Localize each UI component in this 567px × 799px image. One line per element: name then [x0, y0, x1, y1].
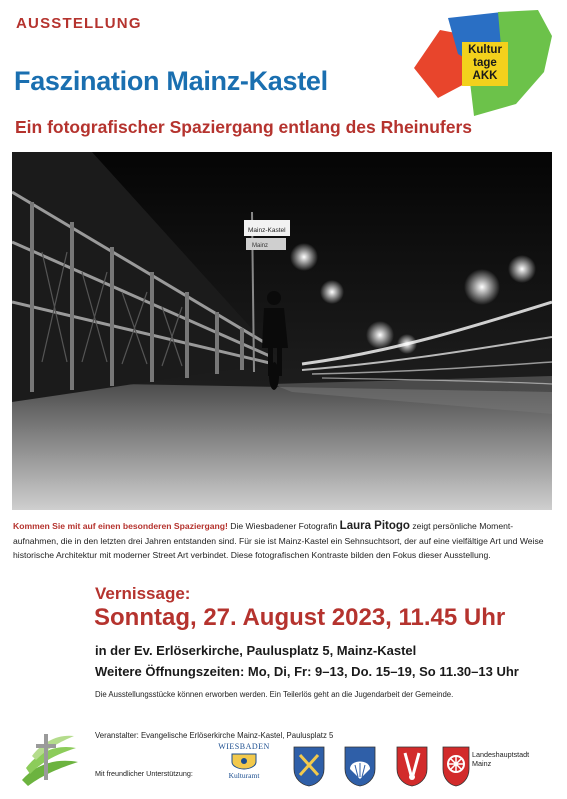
kulturamt-label: Kulturamt [228, 771, 260, 780]
opening-hours: Weitere Öffnungszeiten: Mo, Di, Fr: 9–13, Do. 15–19, So 11.30–13 Uhr [95, 664, 519, 679]
wiesbaden-kulturamt-logo [214, 742, 274, 794]
mainz-wheel-crest-icon [441, 745, 475, 787]
kulturtage-akk-logo [412, 8, 554, 120]
logo-wordmark: Kultur tage AKK [462, 42, 508, 86]
street-sign-text-2: Mainz [252, 243, 269, 249]
intro-text-2: zeigt persönliche Moment-aufnahmen, die in den letzten drei Jahren entstanden sind. Für sie ist Mainz-Kastel ein Sehnsuchtsort, der auf eine vielfältige Art und Weise historische Architektur mit moderner Street Art verbindet. Diese fotografischen Kontraste bilden den Fokus dieser Ausstellung. [13, 521, 544, 560]
mainz-city-label: Landeshauptstadt Mainz [472, 750, 530, 768]
organizer-line: Veranstalter: Evangelische Erlöserkirche Mainz-Kastel, Paulusplatz 5 [95, 731, 334, 740]
vernissage-label: Vernissage: [95, 584, 191, 603]
church-logo [18, 728, 82, 790]
intro-paragraph [13, 519, 551, 563]
exhibition-kicker: AUSSTELLUNG [16, 15, 142, 32]
night-bridge-photo-graphic [12, 152, 552, 510]
intro-lead: Kommen Sie mit auf einen besonderen Spaziergang! [13, 521, 228, 531]
support-line: Mit freundlicher Unterstützung: [95, 769, 193, 778]
wiesbaden-wordmark: WIESBADEN [218, 742, 270, 751]
poster-title: Faszination Mainz-Kastel [14, 66, 328, 96]
artist-name: Laura Pitogo [339, 520, 410, 532]
crest-keys-icon [292, 745, 326, 787]
crest-tools-icon [395, 745, 429, 787]
intro-text-1: Die Wiesbadener Fotografin [227, 521, 340, 531]
crest-shell-icon [343, 745, 377, 787]
poster-subtitle: Ein fotografischer Spaziergang entlang des Rheinufers [15, 117, 473, 137]
wiesbaden-crest-icon [230, 752, 258, 770]
sales-note: Die Ausstellungsstücke können erworben werden. Ein Teilerlös geht an die Jugendarbeit der Gemeinde. [95, 690, 454, 699]
vernissage-date: Sonntag, 27. August 2023, 11.45 Uhr [94, 604, 506, 631]
exhibition-photo [12, 152, 552, 510]
street-sign-text: Mainz-Kastel [248, 227, 286, 234]
event-location: in der Ev. Erlöserkirche, Paulusplatz 5, Mainz-Kastel [95, 643, 417, 658]
